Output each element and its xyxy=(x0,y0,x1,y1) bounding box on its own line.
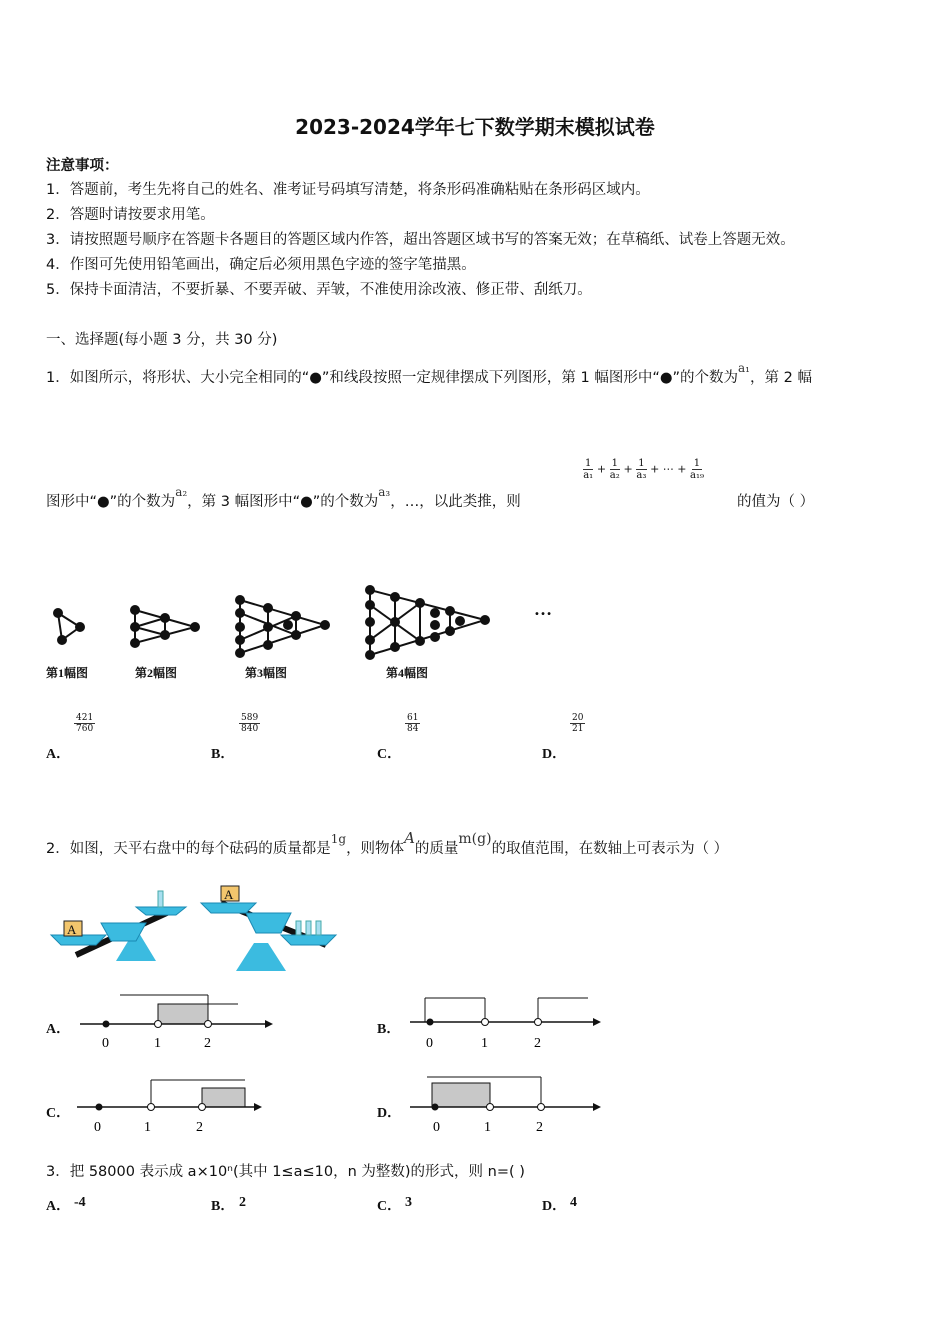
q2-text: 2．如图，天平右盘中的每个砝码的质量都是 xyxy=(46,841,331,857)
q1-line1 xyxy=(46,361,812,387)
q1-a2: a₂ xyxy=(175,485,188,499)
sum-ellipsis: + ⋯ + xyxy=(650,462,687,476)
tick-label: 0 xyxy=(102,1036,109,1051)
q1-a1: a₁ xyxy=(738,361,750,375)
tick-label: 2 xyxy=(196,1120,203,1135)
tick-label: 0 xyxy=(426,1036,433,1051)
q2-balances xyxy=(46,883,341,975)
option-label[interactable]: B． xyxy=(211,747,235,762)
figure-3 xyxy=(236,596,329,657)
frac-num: 589 xyxy=(241,713,259,723)
number-line-b xyxy=(405,992,605,1054)
option-value: -4 xyxy=(74,1195,86,1210)
frac-den: a₃ xyxy=(636,470,647,481)
figure-label: 第4幅图 xyxy=(386,666,429,680)
number-line-a xyxy=(75,992,275,1054)
balance-object-label: A xyxy=(224,887,234,902)
page-title: 2023-2024学年七下数学期末模拟试卷 xyxy=(295,115,655,139)
frac-den: a₁₉ xyxy=(690,470,704,481)
figure-4 xyxy=(366,586,489,659)
option-label[interactable]: D． xyxy=(542,747,567,762)
notice-heading: 注意事项： xyxy=(46,158,119,174)
q1-text: ，第 3 幅图形中“●”的个数为 xyxy=(187,494,379,510)
q2-unit: 1g xyxy=(330,832,347,846)
option-label[interactable]: B． xyxy=(377,1022,401,1037)
option-fraction xyxy=(239,713,260,734)
tick-label: 0 xyxy=(94,1120,101,1135)
option-label[interactable]: D． xyxy=(542,1199,567,1214)
q2-text: 的质量 xyxy=(414,841,459,857)
number-line-c xyxy=(72,1075,272,1137)
number-line-d xyxy=(405,1075,605,1137)
q1-text: ，…，以此类推，则 xyxy=(390,494,521,510)
figure-1 xyxy=(54,609,84,644)
tick-label: 2 xyxy=(204,1036,211,1051)
notice-item: 1．答题前，考生先将自己的姓名、准考证号码填写清楚，将条形码准确粘贴在条形码区域内。 xyxy=(46,182,650,198)
option-label[interactable]: A． xyxy=(46,747,71,762)
notice-item: 5．保持卡面清洁，不要折暴、不要弄破、弄皱，不准使用涂改液、修正带、刮纸刀。 xyxy=(46,282,592,298)
option-fraction xyxy=(74,713,95,734)
q1-text: 图形中“●”的个数为 xyxy=(46,494,176,510)
option-label[interactable]: B． xyxy=(211,1199,235,1214)
option-label[interactable]: D． xyxy=(377,1106,402,1121)
option-fraction xyxy=(570,713,585,734)
q1-options xyxy=(46,713,646,763)
option-label[interactable]: C． xyxy=(377,747,402,762)
frac-num: 1 xyxy=(693,458,701,469)
frac-num: 421 xyxy=(76,713,94,723)
notice-item: 3．请按照题号顺序在答题卡各题目的答题区域内作答，超出答题区域书写的答案无效；在草稿纸、试卷上答题无效。 xyxy=(46,232,795,248)
balance-object-label: A xyxy=(67,922,77,937)
option-value: 2 xyxy=(239,1195,246,1210)
frac-den: 840 xyxy=(241,724,259,734)
tick-label: 1 xyxy=(484,1120,491,1135)
tick-label: 1 xyxy=(144,1120,151,1135)
option-label[interactable]: C． xyxy=(46,1106,71,1121)
figure-more: … xyxy=(534,599,552,619)
tick-label: 2 xyxy=(534,1036,541,1051)
tick-label: 1 xyxy=(481,1036,488,1051)
q2-line xyxy=(46,829,729,858)
q1-figures xyxy=(40,585,560,685)
tick-label: 2 xyxy=(536,1120,543,1135)
frac-den: 21 xyxy=(572,724,584,734)
q1-question-end: 的值为（ ） xyxy=(737,494,815,510)
frac-den: 760 xyxy=(76,724,94,734)
frac-den: a₁ xyxy=(583,470,594,481)
q2-text: ，则物体 xyxy=(346,841,405,857)
q1-text: 1．如图所示，将形状、大小完全相同的“●”和线段按照一定规律摆成下列图形，第 1 幅图形中“●”的个数为 xyxy=(46,370,739,386)
q1-line2 xyxy=(46,485,521,511)
frac-den: 84 xyxy=(407,724,419,734)
notice-item: 2．答题时请按要求用笔。 xyxy=(46,207,215,223)
tick-label: 1 xyxy=(154,1036,161,1051)
frac-num: 61 xyxy=(407,713,419,723)
frac-num: 1 xyxy=(638,458,645,469)
q2-object: A xyxy=(404,829,415,847)
option-value: 3 xyxy=(405,1195,412,1210)
option-value: 4 xyxy=(570,1195,577,1210)
option-fraction xyxy=(405,713,420,734)
section-heading: 一、选择题(每小题 3 分，共 30 分) xyxy=(46,332,278,348)
q3-text: 3．把 58000 表示成 a×10ⁿ(其中 1≤a≤10，n 为整数)的形式，则 n=( ) xyxy=(46,1164,525,1180)
tick-label: 0 xyxy=(433,1120,440,1135)
figure-label: 第1幅图 xyxy=(46,666,89,680)
option-label[interactable]: A． xyxy=(46,1199,71,1214)
q2-mass: m(g) xyxy=(458,831,492,847)
q3-options xyxy=(46,1195,646,1215)
q1-a3: a₃ xyxy=(378,485,391,499)
q1-text: ，第 2 幅 xyxy=(750,370,812,386)
option-label[interactable]: A． xyxy=(46,1022,71,1037)
figure-label: 第3幅图 xyxy=(245,666,288,680)
balance-left xyxy=(51,891,186,961)
q1-sum-expression: $\frac{1}{\text{a₁}}$ + $\frac{1}{\text{a₂}}$ + $\frac{1}{\text{a₃}}$ + ⋯ + $\frac{1}{\text{a₁₉}}$ xyxy=(583,458,704,481)
balance-right xyxy=(201,886,336,971)
frac-num: 20 xyxy=(572,713,584,723)
notice-item: 4．作图可先使用铅笔画出，确定后必须用黑色字迹的签字笔描黑。 xyxy=(46,257,476,273)
frac-num: 1 xyxy=(611,458,618,469)
figure-2 xyxy=(131,606,199,647)
frac-den: a₂ xyxy=(609,470,620,481)
figure-label: 第2幅图 xyxy=(135,666,178,680)
frac-num: 1 xyxy=(585,458,592,469)
option-label[interactable]: C． xyxy=(377,1199,402,1214)
q2-text: 的取值范围，在数轴上可表示为（ ） xyxy=(491,841,729,857)
